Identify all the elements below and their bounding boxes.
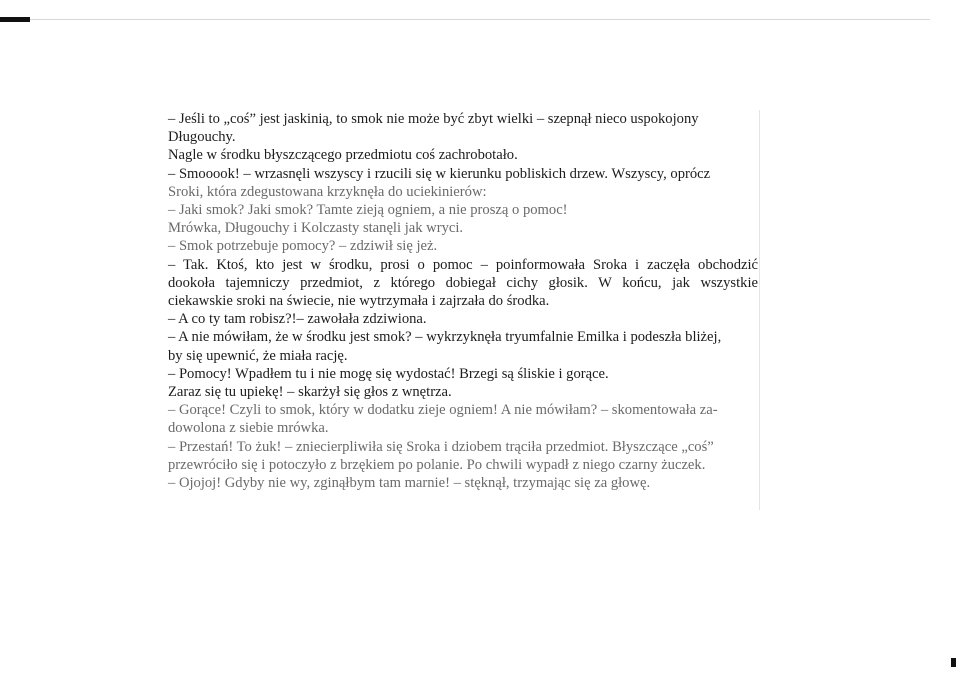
- text-line: przewróciło się i potoczyło z brzękiem po polanie. Po chwili wypadł z niego czarny żuczek.: [168, 456, 706, 473]
- text-line: by się upewnić, że miała rację.: [168, 347, 348, 364]
- text-line: ciekawskie sroki na świecie, nie wytrzymała i zajrzała do środka.: [168, 293, 550, 310]
- text-line: Nagle w środku błyszczącego przedmiotu coś zachrobotało.: [168, 147, 518, 164]
- text-line: Mrówka, Długouchy i Kolczasty stanęli jak wryci.: [168, 220, 464, 237]
- text-line: – Gorące! Czyli to smok, który w dodatku zieje ogniem! A nie mówiłam? – skomentowała za-: [168, 402, 718, 419]
- scan-top-edge: [30, 19, 930, 20]
- text-line: – Jeśli to „coś” jest jaskinią, to smok nie może być zbyt wielki – szepnął nieco uspokojony: [168, 111, 699, 127]
- text-line: – Pomocy! Wpadłem tu i nie mogę się wydostać! Brzegi są śliskie i gorące.: [168, 365, 609, 382]
- text-line: Sroki, która zdegustowana krzyknęła do uciekinierów:: [168, 183, 487, 200]
- text-line: – Smooook! – wrzasnęli wszyscy i rzucili się w kierunku pobliskich drzew. Wszyscy, oprócz: [168, 165, 711, 182]
- scan-corner-mark: [951, 658, 956, 667]
- text-line: – Jaki smok? Jaki smok? Tamte zieją ogniem, a nie proszą o pomoc!: [168, 202, 568, 219]
- scan-edge-mark: [0, 17, 30, 22]
- text-line: dookoła tajemniczy przedmiot, z którego dobiegał cichy głosik. W końcu, jak wszystkie: [168, 274, 758, 291]
- text-line: – A nie mówiłam, że w środku jest smok? – wykrzyknęła tryumfalnie Emilka i podeszła bliżej,: [168, 329, 722, 346]
- text-line: Długouchy.: [168, 129, 236, 146]
- text-line: – Przestań! To żuk! – zniecierpliwiła się Sroka i dziobem trąciła przedmiot. Błyszczące „coś”: [168, 438, 714, 455]
- text-line: dowolona z siebie mrówka.: [168, 420, 329, 437]
- text-line: – Tak. Ktoś, kto jest w środku, prosi o pomoc – poinformowała Sroka i zaczęła obchodzić: [168, 256, 758, 273]
- text-line: – Ojojoj! Gdyby nie wy, zginąłbym tam marnie! – stęknął, trzymając się za głowę.: [168, 475, 651, 492]
- scan-margin-line: [759, 110, 760, 510]
- text-line: – Smok potrzebuje pomocy? – zdziwił się jeż.: [168, 238, 438, 255]
- text-line: – A co ty tam robisz?!– zawołała zdziwiona.: [168, 311, 427, 328]
- text-line: Zaraz się tu upiekę! – skarżył się głos z wnętrza.: [168, 384, 452, 401]
- story-text: [168, 110, 758, 492]
